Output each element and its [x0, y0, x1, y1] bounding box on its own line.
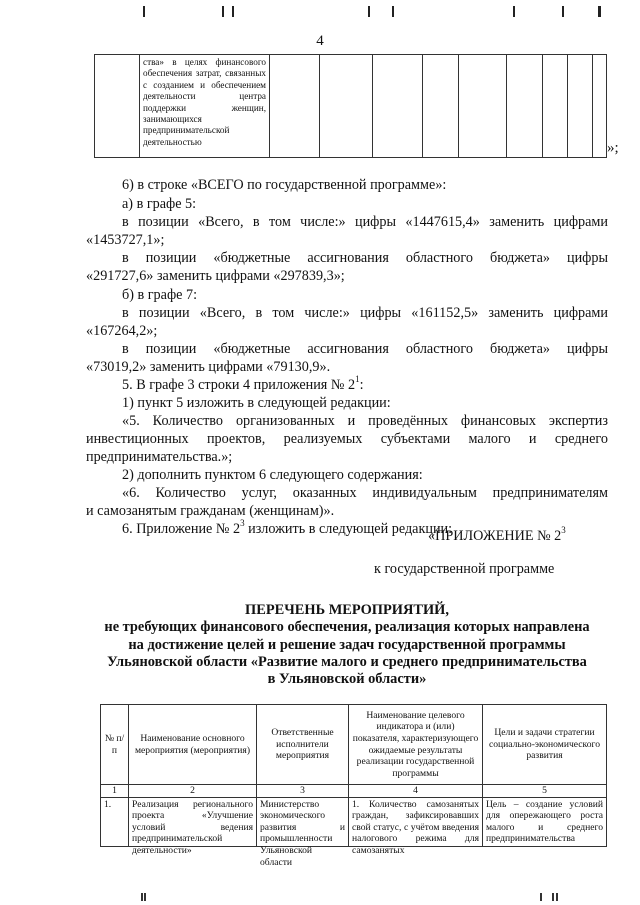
- table-cell: 1. Количество самозанятых граждан, зафиксировавших свой статус, с учётом введения налогового режима для самозанятых: [349, 797, 483, 846]
- table-cell: 1.: [101, 797, 129, 846]
- cell: [568, 55, 593, 158]
- text-line: «6. Количество услуг, оказанных индивидуальным предпринимателям: [122, 485, 608, 501]
- column-header: № п/п: [101, 705, 129, 785]
- column-number: 4: [349, 785, 483, 798]
- text-line: 1) пункт 5 изложить в следующей редакции:: [122, 395, 391, 411]
- table-cell: Реализация регионального проекта «Улучшение условий ведения предпринимательской деятельности»: [129, 797, 257, 846]
- text-line: в позиции «Всего, в том числе:» цифры «1447615,4» заменить цифрами: [122, 214, 608, 230]
- heading-line: не требующих финансового обеспечения, реализация которых направлена: [104, 619, 590, 636]
- cell: [95, 55, 140, 158]
- annex-subtitle: к государственной программе: [374, 561, 555, 577]
- text-line: «1453727,1»;: [86, 232, 165, 248]
- column-number: 2: [129, 785, 257, 798]
- column-number: 1: [101, 785, 129, 798]
- text-line: «291727,6» заменить цифрами «297839,3»;: [86, 268, 345, 284]
- scan-marks-top: [0, 6, 640, 18]
- column-header: Ответственные исполнители мероприятия: [257, 705, 349, 785]
- table-header-row: [101, 705, 607, 785]
- text-line: в позиции «бюджетные ассигнования областного бюджета» цифры: [122, 250, 608, 266]
- text-line: и самозанятым гражданам (женщинам)».: [86, 503, 335, 519]
- text-line: предпринимательства.»;: [86, 449, 233, 465]
- text-line: 6) в строке «ВСЕГО по государственной программе»:: [122, 177, 447, 193]
- heading-line: Ульяновской области «Развитие малого и среднего предпринимательства: [107, 653, 587, 670]
- column-header: Наименование основного мероприятия (мероприятия): [129, 705, 257, 785]
- table-closing-quote: »;: [607, 140, 619, 156]
- text-line: 5. В графе 3 строки 4 приложения № $2^1$:: [122, 374, 364, 393]
- annex-title: «ПРИЛОЖЕНИЕ № $2^3$: [428, 525, 566, 544]
- column-header: Цели и задачи стратегии социально-экономического развития: [483, 705, 607, 785]
- cell: [543, 55, 568, 158]
- events-table: [100, 704, 607, 868]
- column-number: 3: [257, 785, 349, 798]
- table-cell: Цель – создание условий для опережающего роста малого и среднего предпринимательства: [483, 797, 607, 846]
- cell: [270, 55, 320, 158]
- cell: [423, 55, 459, 158]
- column-number: 5: [483, 785, 607, 798]
- heading-line: ПЕРЕЧЕНЬ МЕРОПРИЯТИЙ,: [245, 602, 449, 618]
- cell: [507, 55, 543, 158]
- cell: [593, 55, 607, 158]
- column-header: Наименование целевого индикатора и (или) показателя, характеризующего ожидаемые результаты реализации государственной программы: [349, 705, 483, 785]
- page-number: 4: [316, 33, 324, 49]
- cell: [320, 55, 373, 158]
- text-line: 6. Приложение № $2^3$ изложить в следующей редакции:: [122, 518, 453, 537]
- table-row: [101, 797, 607, 846]
- text-line: в позиции «бюджетные ассигнования областного бюджета» цифры: [122, 341, 608, 357]
- text-line: инвестиционных проектов, реализуемых субъектами малого и среднего: [86, 431, 608, 447]
- column-number-row: [101, 785, 607, 798]
- cell: [373, 55, 423, 158]
- list-heading: [86, 602, 608, 688]
- text-line: 2) дополнить пунктом 6 следующего содержания:: [122, 467, 423, 483]
- text-line: в позиции «Всего, в том числе:» цифры «161152,5» заменить цифрами: [122, 305, 608, 321]
- scan-marks-bottom: [0, 891, 640, 901]
- heading-line: в Ульяновской области»: [267, 671, 427, 688]
- text-line: «5. Количество организованных и проведённых финансовых экспертиз: [122, 413, 608, 429]
- cell: [459, 55, 507, 158]
- table-cell: Министерство экономического развития и промышленности Ульяновской области: [257, 797, 349, 846]
- text-line: «167264,2»;: [86, 323, 158, 339]
- heading-line: на достижение целей и решение задач государственной программы: [128, 636, 566, 653]
- continuation-table: [94, 54, 607, 158]
- amendments-text: [86, 176, 608, 537]
- text-line: б) в графе 7:: [122, 287, 198, 303]
- event-description: ства» в целях финансового обеспечения затрат, связанных с созданием и обеспечением деятельности центра поддержки женщин, занимающихся предпринимательской деятельностью: [140, 55, 270, 158]
- text-line: а) в графе 5:: [122, 196, 197, 212]
- text-line: «73019,2» заменить цифрами «79130,9».: [86, 359, 331, 375]
